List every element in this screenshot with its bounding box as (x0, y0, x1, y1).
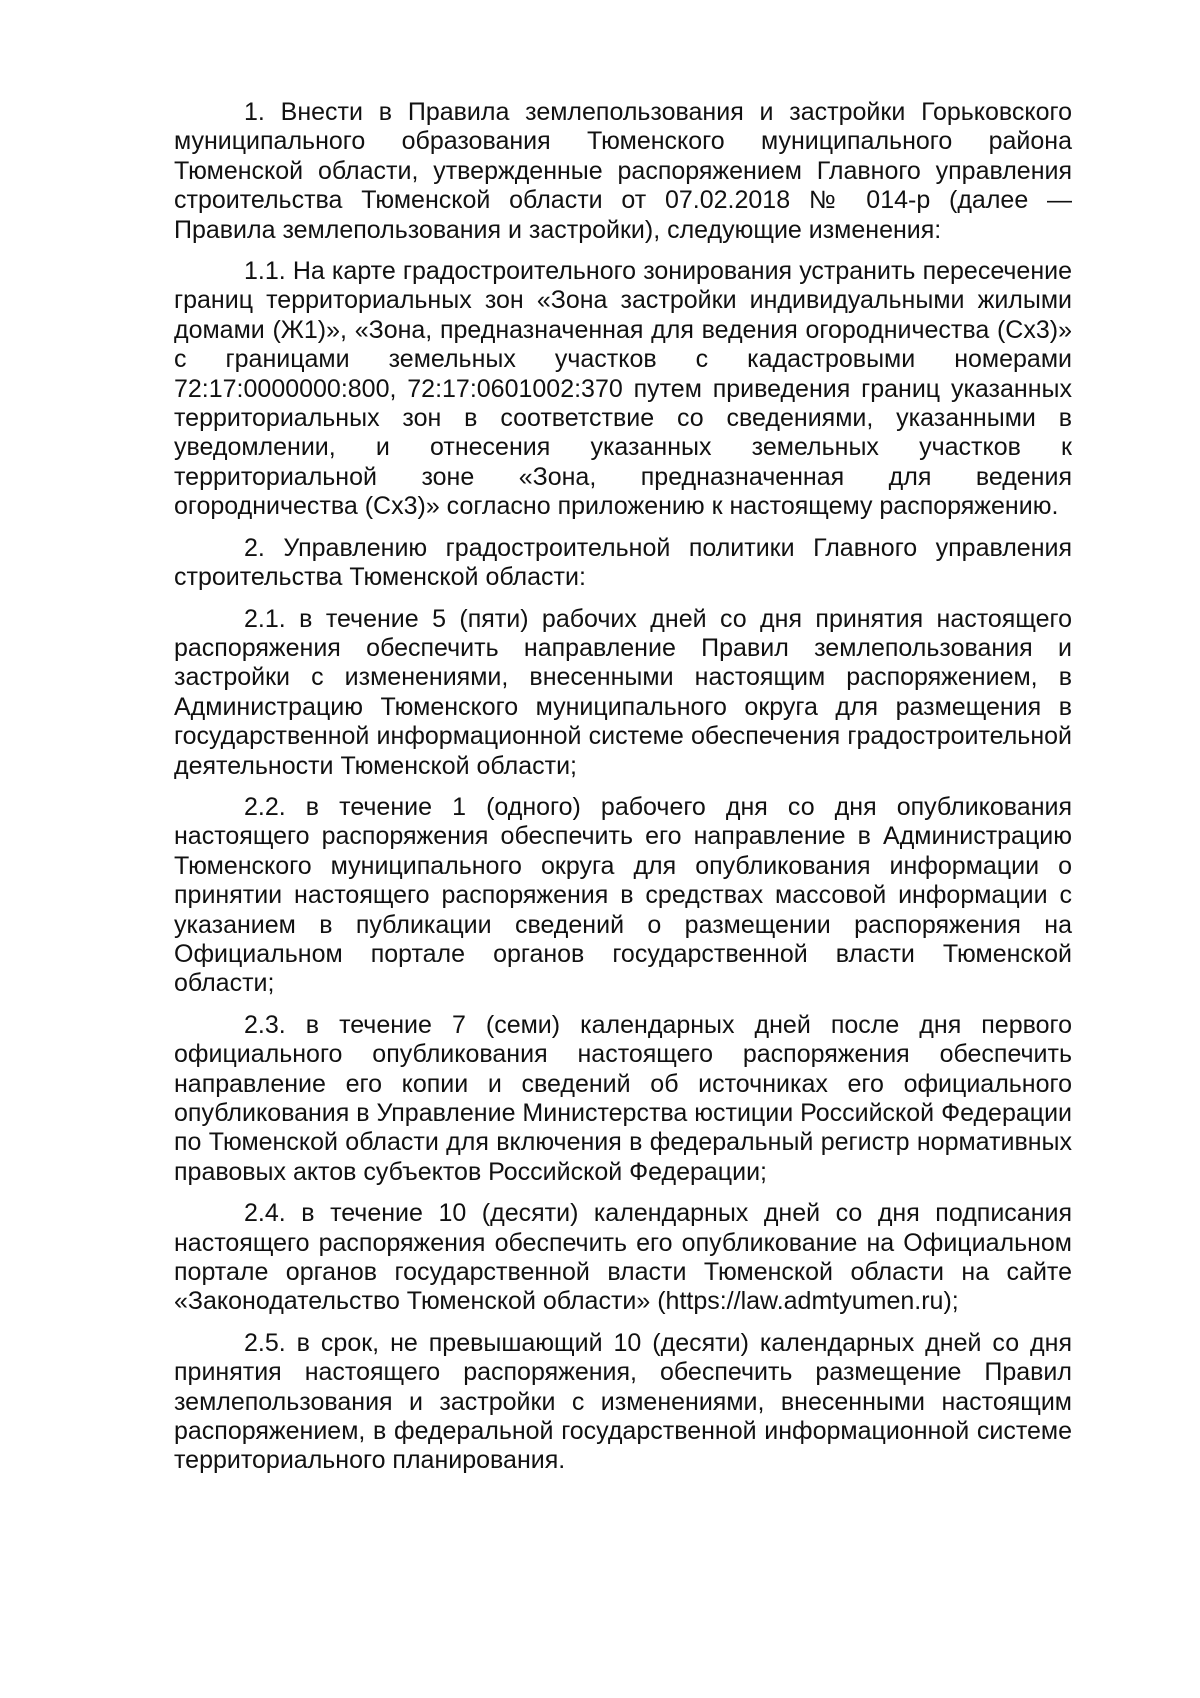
paragraph-text: в течение 10 (десяти) календарных дней со дня подписания настоящего распоряжения обеспечить его опубликование на Официальном портале органов государственной власти Тюменской области на сайте «Законодательство Тюменской области» (https://law.admtyumen.ru); (174, 1199, 1072, 1316)
paragraph-number: 2. (244, 533, 265, 562)
paragraph-1 (174, 98, 1072, 245)
paragraph-number: 1.1. (244, 257, 286, 286)
paragraph-2-3 (174, 1011, 1072, 1187)
paragraph-text: Внести в Правила землепользования и застройки Горьковского муниципального образования Тюменского муниципального района Тюменской области, утвержденные распоряжением Главного управления строительства Тюменской области от 07.02.2018 № 014-р (далее — Правила землепользования и застройки), следующие изменения: (174, 98, 1072, 244)
paragraph-text: в течение 5 (пяти) рабочих дней со дня принятия настоящего распоряжения обеспечить направление Правил землепользования и застройки с изменениями, внесенными настоящим распоряжением, в Администрацию Тюменского муниципального округа для размещения в государственной информационной системе обеспечения градостроительной деятельности Тюменской области; (174, 604, 1072, 780)
paragraph-text: Управлению градостроительной политики Главного управления строительства Тюменской области: (174, 533, 1073, 592)
paragraph-number: 2.2. (244, 792, 286, 821)
paragraph-2-2 (174, 793, 1072, 999)
paragraph-2 (174, 534, 1072, 593)
paragraph-text: в течение 7 (семи) календарных дней после дня первого официального опубликования настоящего распоряжения обеспечить направление его копии и сведений об источниках его официального опубликования в Управление Министерства юстиции Российской Федерации по Тюменской области для включения в федеральный регистр нормативных правовых актов субъектов Российской Федерации; (174, 1010, 1072, 1186)
paragraph-text: На карте градостроительного зонирования устранить пересечение границ территориальных зон «Зона застройки индивидуальными жилыми домами (Ж1)», «Зона, предназначенная для ведения огородничества (Сх3)» с границами земельных участков с кадастровыми номерами 72:17:0000000:800, 72:17:0601002:370 путем приведения границ указанных территориальных зон в соответствие со сведениями, указанными в уведомлении, и отнесения указанных земельных участков к территориальной зоне «Зона, предназначенная для ведения огородничества (Сх3)» согласно приложению к настоящему распоряжению. (174, 257, 1072, 521)
paragraph-number: 1. (244, 98, 265, 126)
paragraph-2-4 (174, 1199, 1072, 1317)
paragraph-number: 2.3. (244, 1010, 286, 1039)
paragraph-1-1 (174, 257, 1072, 522)
paragraph-2-5 (174, 1329, 1072, 1476)
document-body (174, 98, 1072, 1476)
paragraph-2-1 (174, 605, 1072, 781)
paragraph-number: 2.1. (244, 604, 286, 633)
paragraph-text: в срок, не превышающий 10 (десяти) календарных дней со дня принятия настоящего распоряжения, обеспечить размещение Правил землепользования и застройки с изменениями, внесенными настоящим распоряжением, в федеральной государственной информационной системе территориального планирования. (174, 1328, 1072, 1475)
paragraph-number: 2.4. (244, 1199, 286, 1228)
paragraph-text: в течение 1 (одного) рабочего дня со дня опубликования настоящего распоряжения обеспечить его направление в Администрацию Тюменского муниципального округа для опубликования информации о принятии настоящего распоряжения в средствах массовой информации с указанием в публикации сведений о размещении распоряжения на Официальном портале органов государственной власти Тюменской области; (174, 792, 1073, 998)
paragraph-number: 2.5. (244, 1328, 286, 1357)
